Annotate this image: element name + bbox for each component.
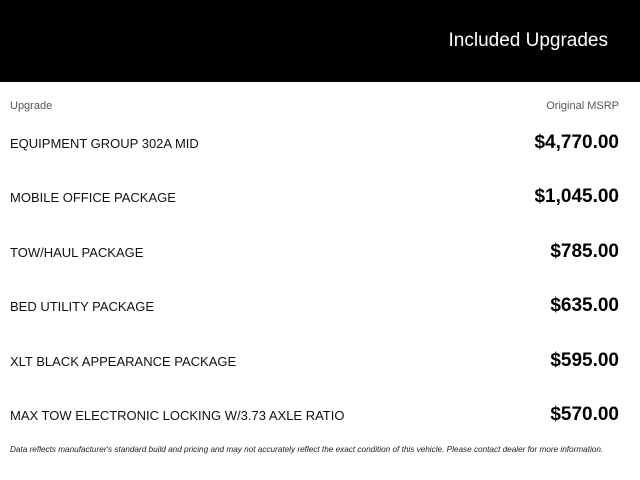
upgrade-name: XLT BLACK APPEARANCE PACKAGE	[10, 353, 237, 369]
upgrade-price: $570.00	[550, 403, 619, 425]
upgrade-name: BED UTILITY PACKAGE	[10, 299, 155, 315]
upgrade-list	[10, 116, 619, 442]
upgrade-name: TOW/HAUL PACKAGE	[10, 244, 144, 260]
list-item	[10, 170, 619, 224]
upgrade-price: $595.00	[550, 349, 619, 371]
msrp-column-header: Original MSRP	[546, 100, 619, 112]
list-item	[10, 116, 619, 170]
upgrade-column-header: Upgrade	[10, 100, 53, 112]
upgrade-price: $4,770.00	[534, 132, 619, 153]
upgrade-price: $635.00	[550, 295, 619, 317]
upgrade-price: $1,045.00	[534, 186, 619, 208]
upgrade-name: MOBILE OFFICE PACKAGE	[10, 190, 176, 206]
list-item	[10, 225, 619, 279]
page-title: Included Upgrades	[448, 30, 608, 51]
upgrade-name: EQUIPMENT GROUP 302A MID	[10, 136, 199, 151]
disclaimer-text: Data reflects manufacturer's standard build and pricing and may not accurately reflect the exact condition of this vehicle. Please contact dealer for more information.	[10, 445, 604, 454]
upgrade-name: MAX TOW ELECTRONIC LOCKING W/3.73 AXLE RATIO	[10, 407, 345, 423]
list-item	[10, 388, 619, 442]
list-item	[10, 334, 619, 388]
list-item	[10, 279, 619, 333]
header-bar	[0, 0, 640, 82]
upgrade-price: $785.00	[550, 240, 619, 262]
column-headers	[10, 99, 619, 113]
